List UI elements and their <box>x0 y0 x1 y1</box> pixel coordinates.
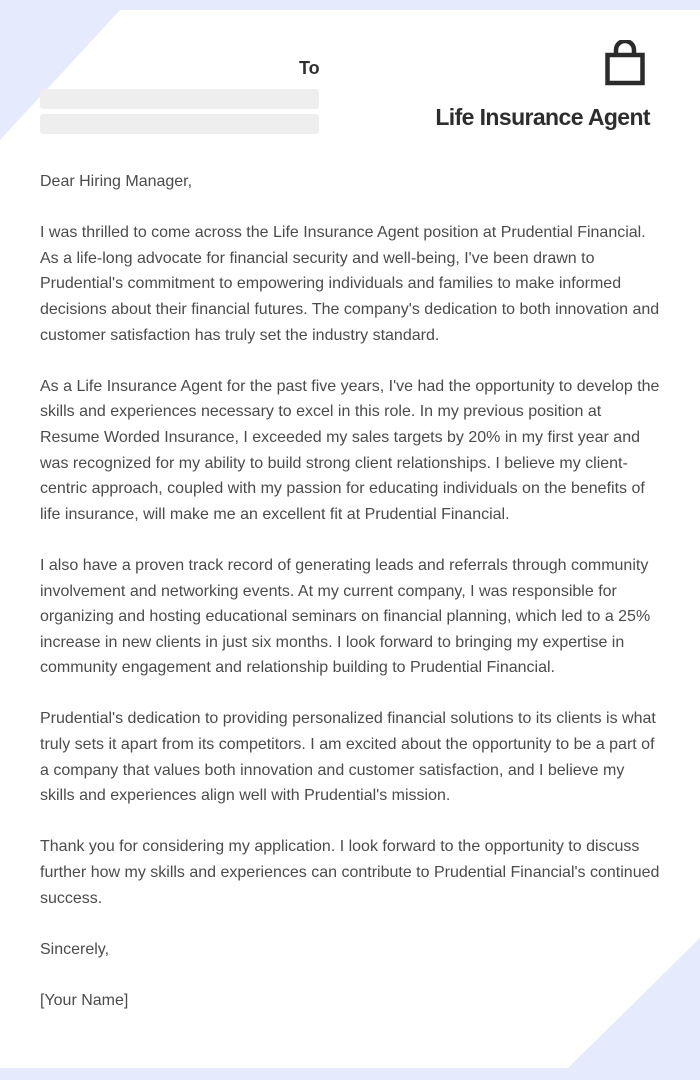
recipient-line-placeholder <box>40 114 319 134</box>
salutation: Dear Hiring Manager, <box>40 173 193 190</box>
signature: [Your Name] <box>40 992 129 1009</box>
shopping-bag-icon <box>603 40 647 88</box>
paragraph: Thank you for considering my application. I look forward to the opportunity to discuss further how my skills and experiences can contribute to Prudential Financial's continued success. <box>40 838 660 907</box>
paragraph: As a Life Insurance Agent for the past five years, I've had the opportunity to develop the skills and experiences necessary to excel in this role. In my previous position at Resume Worded Insurance, I exceeded my sales targets by 20% in my first year and was recognized for my ability to build strong client relationships. I believe my client-centric approach, coupled with my passion for educating individuals on the benefits of life insurance, will make me an excellent fit at Prudential Financial. <box>40 377 660 523</box>
recipient-line-placeholder <box>40 89 319 109</box>
letter-body <box>40 169 662 1014</box>
paragraph: I was thrilled to come across the Life Insurance Agent position at Prudential Financial. As a life-long advocate for financial security and well-being, I've been drawn to Prudential's commitment to empowering individuals and families to make informed decisions about their financial futures. The company's dedication to both innovation and customer satisfaction has truly set the industry standard. <box>40 224 660 344</box>
paragraph: I also have a proven track record of generating leads and referrals through community involvement and networking events. At my current company, I was responsible for organizing and hosting educational seminars on financial planning, which led to a 25% increase in new clients in just six months. I look forward to bringing my expertise in community engagement and relationship building to Prudential Financial. <box>40 556 651 677</box>
closing: Sincerely, <box>40 940 110 958</box>
to-label: To <box>299 58 320 78</box>
job-title: Life Insurance Agent <box>435 104 650 130</box>
paragraph: Prudential's dedication to providing personalized financial solutions to its clients is what truly sets it apart from its competitors. I am excited about the opportunity to be a part of a company that values both innovation and customer satisfaction, and I believe my skills and experiences align well with Prudential's mission. <box>40 710 656 805</box>
